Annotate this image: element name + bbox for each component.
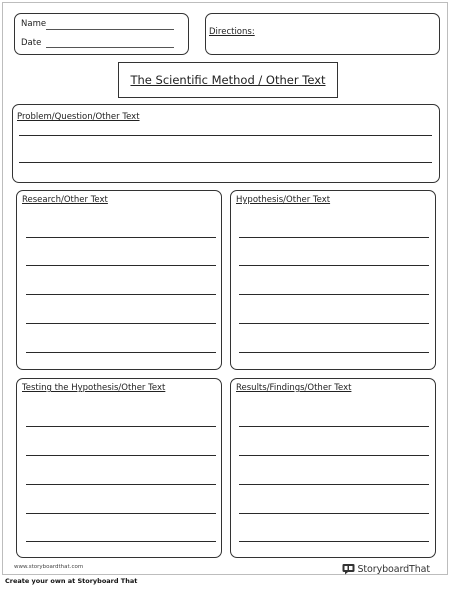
brand-name: StoryboardThat (357, 564, 430, 575)
hypothesis-box (230, 190, 436, 370)
create-banner (0, 576, 450, 589)
results-label: Results/Findings/Other Text (236, 383, 352, 393)
worksheet-page (2, 2, 448, 575)
testing-writing-line[interactable] (26, 513, 216, 514)
page-title: The Scientific Method / Other Text (130, 73, 326, 87)
research-writing-line[interactable] (26, 352, 216, 353)
results-writing-line[interactable] (239, 484, 429, 485)
title-box (118, 62, 338, 98)
research-box (16, 190, 222, 370)
research-writing-line[interactable] (26, 237, 216, 238)
name-date-box (14, 13, 189, 55)
problem-label: Problem/Question/Other Text (17, 112, 140, 122)
hypothesis-writing-line[interactable] (239, 237, 429, 238)
problem-box (12, 104, 440, 183)
footer-url[interactable]: www.storyboardthat.com (14, 564, 84, 570)
testing-writing-line[interactable] (26, 455, 216, 456)
directions-label: Directions: (209, 27, 255, 37)
hypothesis-writing-line[interactable] (239, 294, 429, 295)
research-writing-line[interactable] (26, 323, 216, 324)
research-writing-line[interactable] (26, 294, 216, 295)
hypothesis-label: Hypothesis/Other Text (236, 195, 331, 205)
name-field-line[interactable] (46, 29, 174, 30)
testing-writing-line[interactable] (26, 426, 216, 427)
testing-label: Testing the Hypothesis/Other Text (22, 383, 166, 393)
testing-box (16, 378, 222, 558)
results-writing-line[interactable] (239, 426, 429, 427)
directions-box (205, 13, 440, 55)
name-label: Name (21, 19, 47, 29)
research-label: Research/Other Text (22, 195, 108, 205)
date-label: Date (21, 38, 42, 48)
problem-writing-line[interactable] (19, 162, 432, 163)
testing-writing-line[interactable] (26, 541, 216, 542)
create-link[interactable]: Create your own at Storyboard That (5, 577, 138, 585)
results-box (230, 378, 436, 558)
problem-writing-line[interactable] (19, 135, 432, 136)
hypothesis-writing-line[interactable] (239, 352, 429, 353)
hypothesis-writing-line[interactable] (239, 323, 429, 324)
results-writing-line[interactable] (239, 455, 429, 456)
date-field-line[interactable] (46, 47, 174, 48)
testing-writing-line[interactable] (26, 484, 216, 485)
hypothesis-writing-line[interactable] (239, 265, 429, 266)
results-writing-line[interactable] (239, 541, 429, 542)
research-writing-line[interactable] (26, 265, 216, 266)
results-writing-line[interactable] (239, 513, 429, 514)
